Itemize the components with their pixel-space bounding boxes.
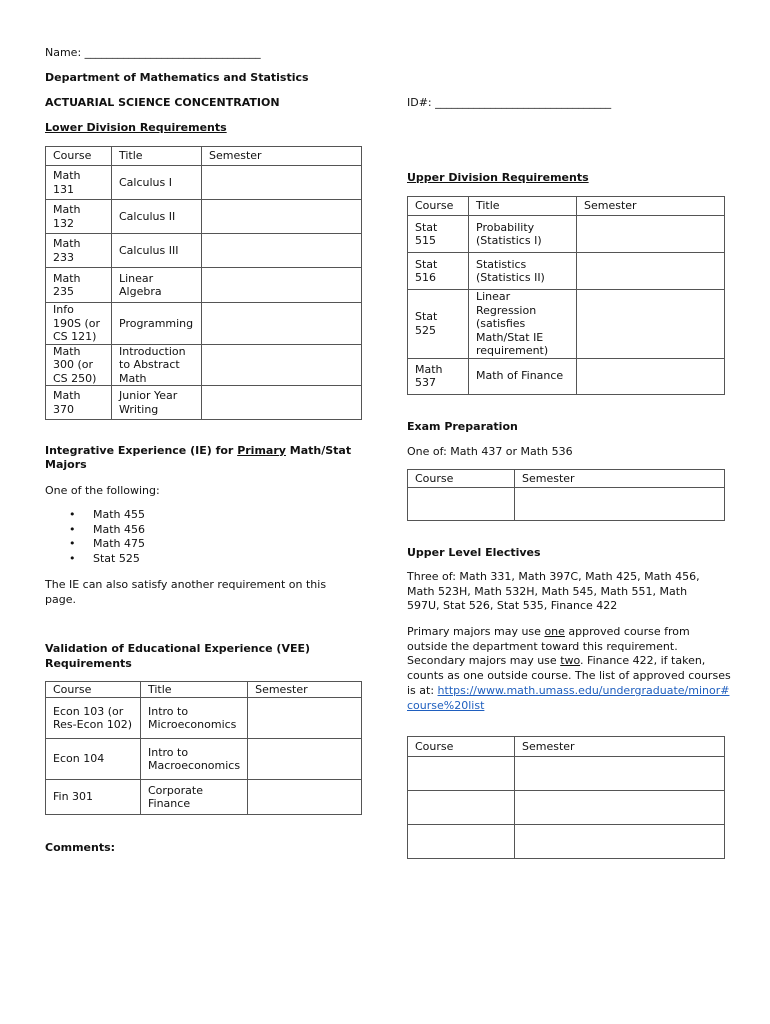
table-row xyxy=(46,739,362,780)
course-cell: Math 131 xyxy=(46,166,112,200)
electives-text: Three of: Math 331, Math 397C, Math 425, Math 456, Math 523H, Math 532H, Math 545, Math 551, Math 597U, Stat 526, Stat 535, Finance 422 xyxy=(407,570,700,613)
vee-heading: Validation of Educational Experience (VEE) Requirements xyxy=(45,642,311,670)
ie-intro: One of the following: xyxy=(45,484,160,497)
semester-cell[interactable] xyxy=(248,739,362,780)
semester-cell[interactable] xyxy=(202,303,362,345)
title-cell: Calculus I xyxy=(112,166,202,200)
title-cell: Statistics (Statistics II) xyxy=(469,253,577,290)
exam-table xyxy=(407,469,725,521)
table-row xyxy=(46,200,362,234)
list-item: • Math 456 xyxy=(45,523,145,538)
id-field[interactable]: ID#: ________________________________ xyxy=(407,96,612,109)
course-cell: Econ 103 (or Res-Econ 102) xyxy=(46,698,141,739)
approved-courses-link[interactable]: https://www.math.umass.edu/undergraduate/minor#course%20list xyxy=(407,683,730,712)
semester-cell[interactable] xyxy=(577,358,725,394)
column-header: Semester xyxy=(515,470,725,488)
table-row xyxy=(408,825,725,859)
table-row xyxy=(46,303,362,345)
department-heading: Department of Mathematics and Statistics xyxy=(45,71,309,84)
column-header: Semester xyxy=(515,737,725,757)
column-header: Title xyxy=(141,682,248,698)
course-cell: Stat 525 xyxy=(408,290,469,359)
exam-text: One of: Math 437 or Math 536 xyxy=(407,445,573,458)
title-cell: Intro to Microeconomics xyxy=(141,698,248,739)
column-header: Course xyxy=(408,470,515,488)
course-cell: Fin 301 xyxy=(46,780,141,815)
electives-table xyxy=(407,736,725,859)
lower-division-heading: Lower Division Requirements xyxy=(45,121,227,134)
semester-cell[interactable] xyxy=(577,253,725,290)
course-cell: Econ 104 xyxy=(46,739,141,780)
column-header: Semester xyxy=(577,197,725,216)
semester-cell[interactable] xyxy=(202,386,362,420)
column-header: Semester xyxy=(248,682,362,698)
column-header: Course xyxy=(408,737,515,757)
course-cell: Math 370 xyxy=(46,386,112,420)
title-cell: Calculus II xyxy=(112,200,202,234)
course-cell: Stat 515 xyxy=(408,216,469,253)
course-cell: Info 190S (or CS 121) xyxy=(46,303,112,345)
name-field[interactable]: Name: ________________________________ xyxy=(45,46,261,59)
table-row xyxy=(46,386,362,420)
semester-cell[interactable] xyxy=(248,780,362,815)
lower-division-table xyxy=(45,146,362,420)
semester-cell[interactable] xyxy=(515,791,725,825)
title-cell: Intro to Macroeconomics xyxy=(141,739,248,780)
course-cell: Math 300 (or CS 250) xyxy=(46,344,112,386)
title-cell: Probability (Statistics I) xyxy=(469,216,577,253)
table-row xyxy=(408,757,725,791)
semester-cell[interactable] xyxy=(202,234,362,268)
ie-note: The IE can also satisfy another requirement on this page. xyxy=(45,578,327,606)
table-row xyxy=(46,780,362,815)
column-header: Course xyxy=(46,147,112,166)
title-cell: Math of Finance xyxy=(469,358,577,394)
list-item: • Math 475 xyxy=(45,537,145,552)
list-item: • Stat 525 xyxy=(45,552,145,567)
ie-heading: Integrative Experience (IE) for Primary Math/Stat Majors xyxy=(45,444,352,471)
semester-cell[interactable] xyxy=(202,268,362,303)
title-cell: Introduction to Abstract Math xyxy=(112,344,202,386)
table-row xyxy=(46,344,362,386)
title-cell: Calculus III xyxy=(112,234,202,268)
table-row xyxy=(46,234,362,268)
title-cell: Linear Regression (satisfies Math/Stat IE requirement) xyxy=(469,290,577,359)
course-cell[interactable] xyxy=(408,488,515,521)
course-cell: Math 235 xyxy=(46,268,112,303)
table-row xyxy=(46,268,362,303)
column-header: Course xyxy=(46,682,141,698)
course-cell[interactable] xyxy=(408,757,515,791)
upper-division-heading: Upper Division Requirements xyxy=(407,171,589,184)
title-cell: Junior Year Writing xyxy=(112,386,202,420)
course-cell: Stat 516 xyxy=(408,253,469,290)
concentration-heading: ACTUARIAL SCIENCE CONCENTRATION xyxy=(45,96,280,109)
table-row xyxy=(408,791,725,825)
table-row xyxy=(46,698,362,739)
course-cell: Math 537 xyxy=(408,358,469,394)
title-cell: Linear Algebra xyxy=(112,268,202,303)
semester-cell[interactable] xyxy=(515,757,725,791)
semester-cell[interactable] xyxy=(577,290,725,359)
semester-cell[interactable] xyxy=(202,166,362,200)
comments-label: Comments: xyxy=(45,841,116,854)
list-item: • Math 455 xyxy=(45,508,145,523)
table-row xyxy=(408,488,725,521)
semester-cell[interactable] xyxy=(248,698,362,739)
ie-course-list xyxy=(45,508,145,566)
table-row xyxy=(408,290,725,359)
upper-division-table xyxy=(407,196,725,395)
course-cell[interactable] xyxy=(408,825,515,859)
column-header: Title xyxy=(112,147,202,166)
table-row xyxy=(46,166,362,200)
semester-cell[interactable] xyxy=(515,488,725,521)
semester-cell[interactable] xyxy=(515,825,725,859)
exam-heading: Exam Preparation xyxy=(407,420,518,433)
table-row xyxy=(408,216,725,253)
semester-cell[interactable] xyxy=(577,216,725,253)
course-cell: Math 233 xyxy=(46,234,112,268)
table-row xyxy=(408,253,725,290)
column-header: Title xyxy=(469,197,577,216)
column-header: Course xyxy=(408,197,469,216)
electives-note: Primary majors may use one approved course from outside the department toward this requirement. Secondary majors may use two. Finance 422, if taken, counts as one outside course. The list of approved courses is at: https://www.math.umass.edu/undergraduate/minor#course%20list xyxy=(407,625,731,712)
semester-cell[interactable] xyxy=(202,344,362,386)
title-cell: Corporate Finance xyxy=(141,780,248,815)
course-cell[interactable] xyxy=(408,791,515,825)
column-header: Semester xyxy=(202,147,362,166)
electives-heading: Upper Level Electives xyxy=(407,546,541,559)
course-cell: Math 132 xyxy=(46,200,112,234)
semester-cell[interactable] xyxy=(202,200,362,234)
title-cell: Programming xyxy=(112,303,202,345)
table-row xyxy=(408,358,725,394)
vee-table xyxy=(45,681,362,815)
